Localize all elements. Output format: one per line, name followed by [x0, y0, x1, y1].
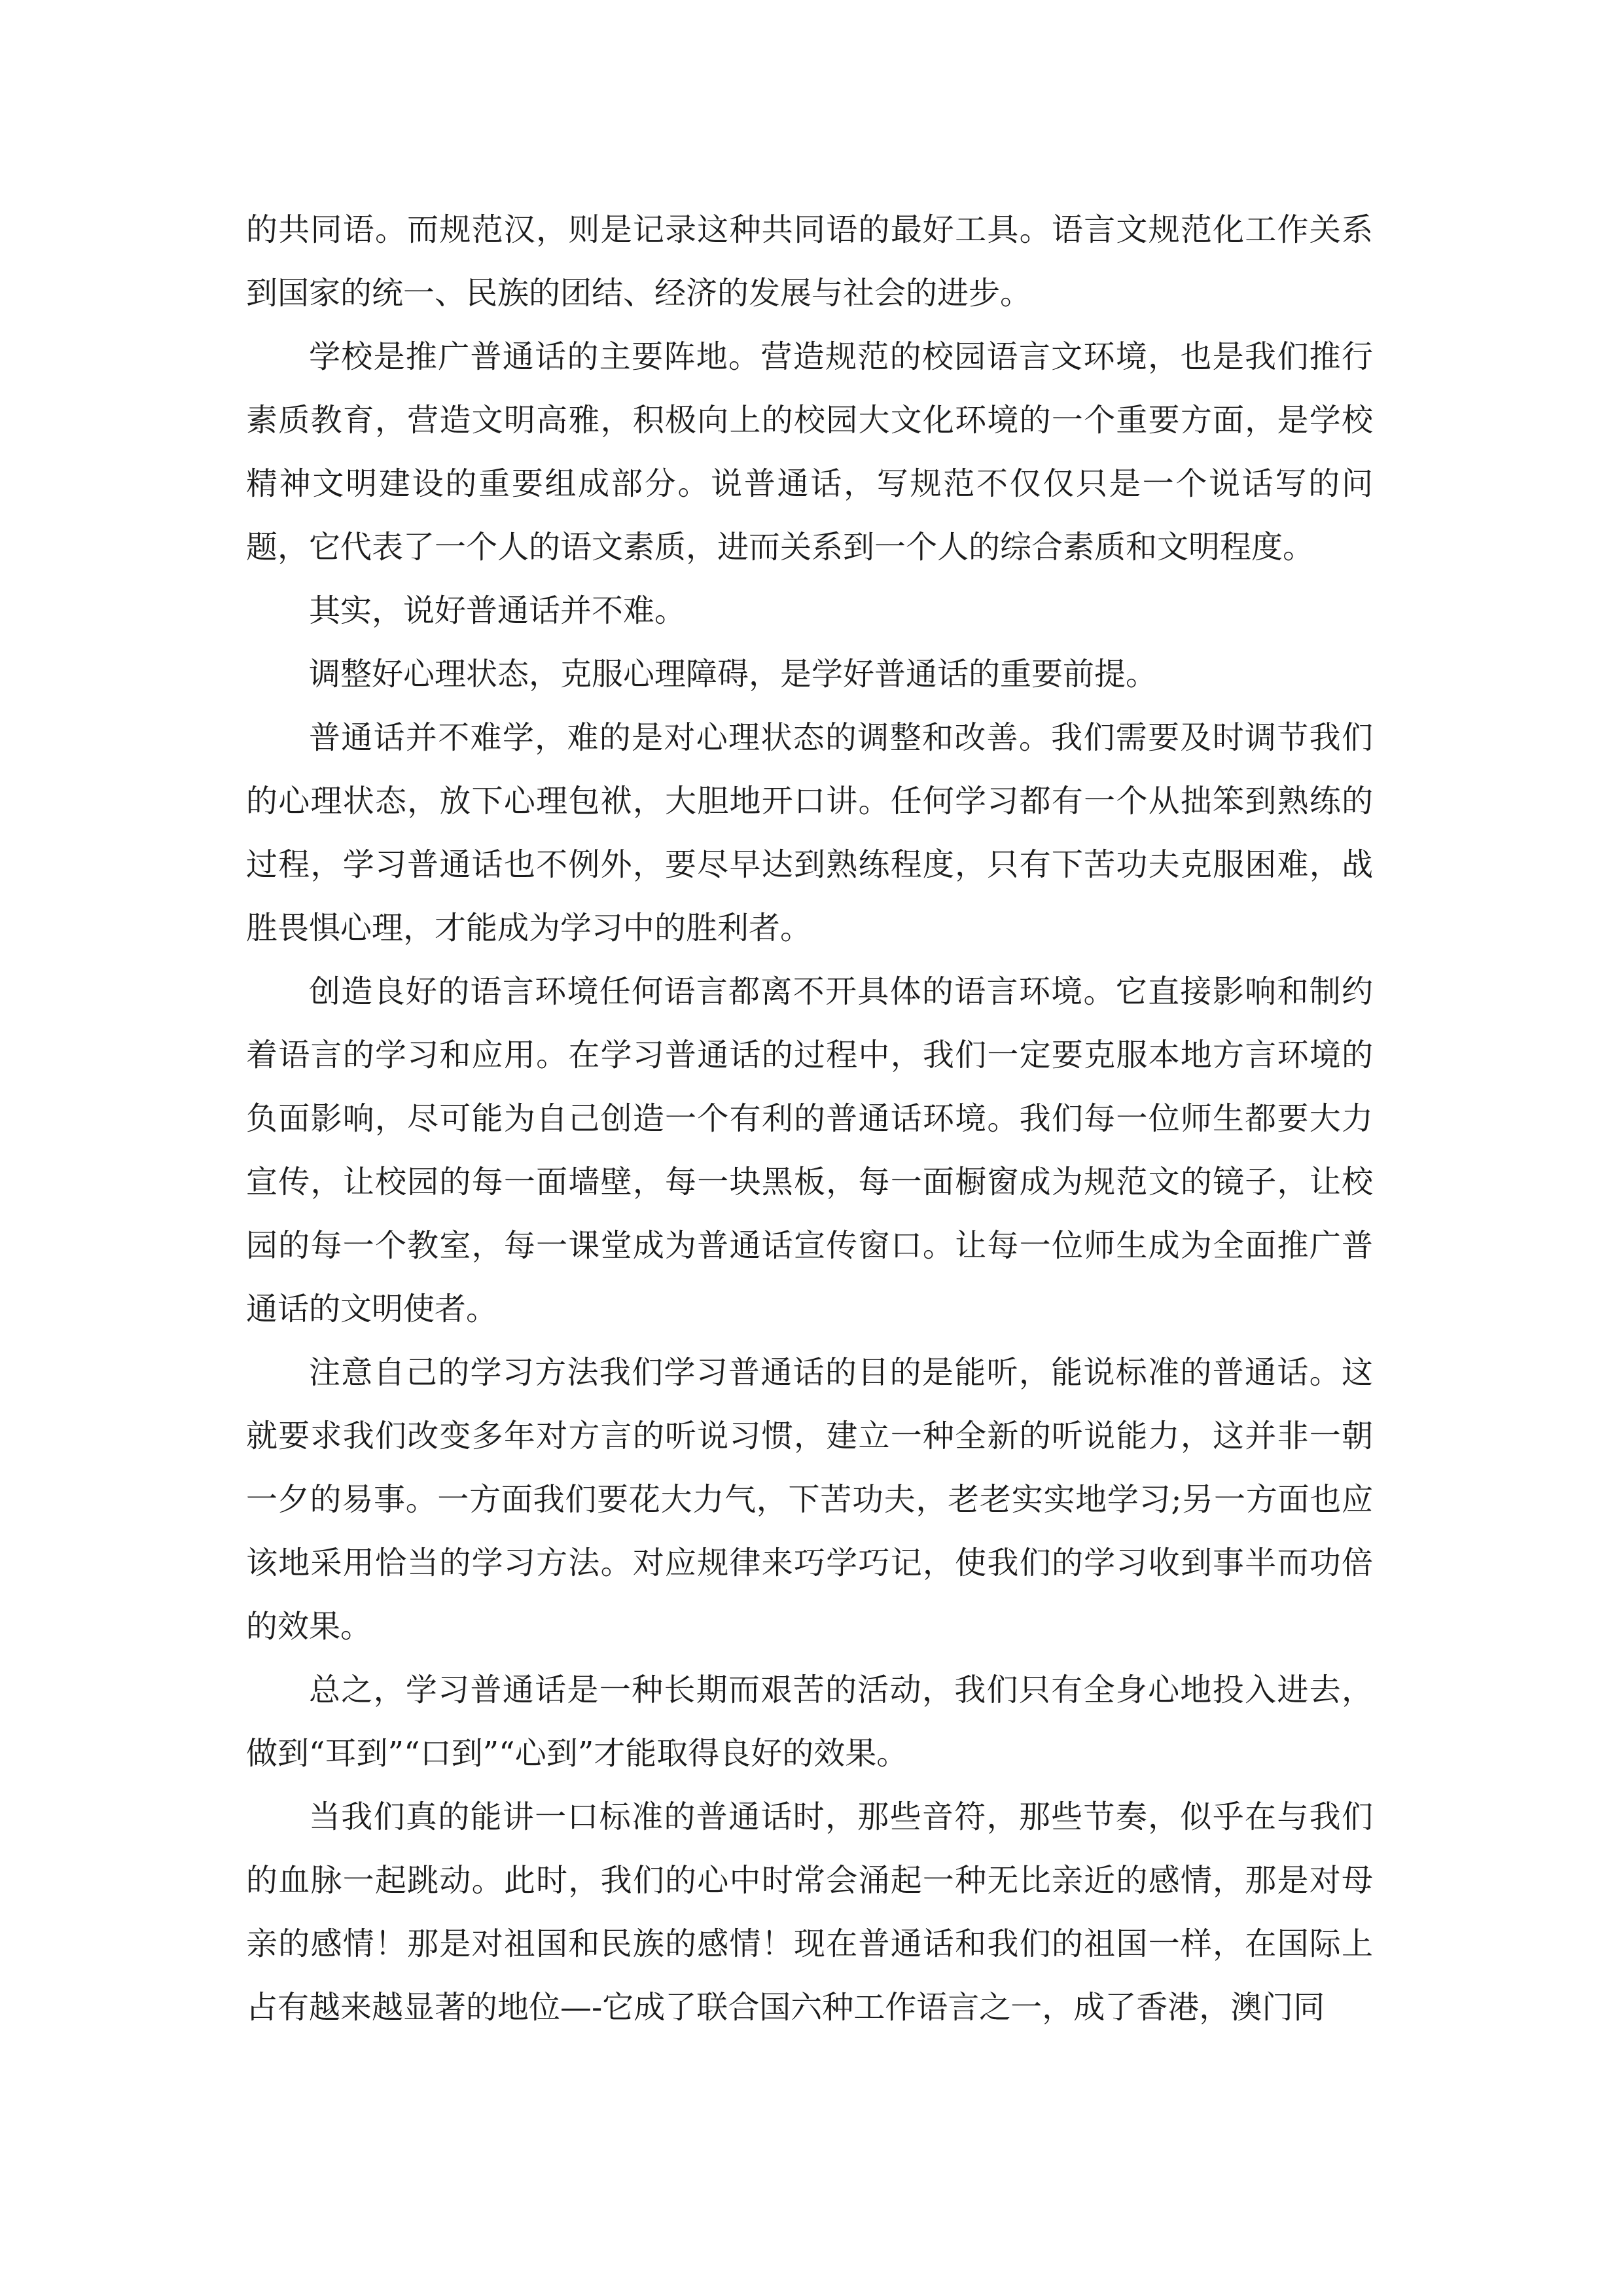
- paragraph-6: 创造良好的语言环境任何语言都离不开具体的语言环境。它直接影响和制约着语言的学习和应用。在学习普通话的过程中，我们一定要克服本地方言环境的负面影响，尽可能为自己创造一个有利的普通话环境。我们每一位师生都要大力宣传，让校园的每一面墙壁，每一块黑板，每一面橱窗成为规范文的镜子，让校园的每一个教室，每一课堂成为普通话宣传窗口。让每一位师生成为全面推广普通话的文明使者。: [246, 973, 1373, 1327]
- paragraph-5: 普通话并不难学，难的是对心理状态的调整和改善。我们需要及时调节我们的心理状态，放下心理包袱，大胆地开口讲。任何学习都有一个从拙笨到熟练的过程，学习普通话也不例外，要尽早达到熟练程度，只有下苦功夫克服困难，战胜畏惧心理，才能成为学习中的胜利者。: [246, 719, 1373, 946]
- paragraph-3: 其实，说好普通话并不难。: [309, 592, 687, 629]
- paragraph-2: 学校是推广普通话的主要阵地。营造规范的校园语言文环境，也是我们推行素质教育，营造文明高雅，积极向上的校园大文化环境的一个重要方面，是学校精神文明建设的重要组成部分。说普通话，写规范不仅仅只是一个说话写的问题，它代表了一个人的语文素质，进而关系到一个人的综合素质和文明程度。: [246, 338, 1373, 565]
- paragraph-9: 当我们真的能讲一口标准的普通话时，那些音符，那些节奏，似乎在与我们的血脉一起跳动。此时，我们的心中时常会涌起一种无比亲近的感情，那是对母亲的感情！那是对祖国和民族的感情！现在普通话和我们的祖国一样，在国际上占有越来越显著的地位—-它成了联合国六种工作语言之一，成了香港，澳门同: [246, 1799, 1373, 2026]
- document-page: [246, 198, 1373, 2039]
- paragraph-8: 总之，学习普通话是一种长期而艰苦的活动，我们只有全身心地投入进去，做到“耳到”“口到”“心到”才能取得良好的效果。: [246, 1672, 1373, 1772]
- paragraph-7: 注意自己的学习方法我们学习普通话的目的是能听，能说标准的普通话。这就要求我们改变多年对方言的听说习惯，建立一种全新的听说能力，这并非一朝一夕的易事。一方面我们要花大力气，下苦功夫，老老实实地学习;另一方面也应该地采用恰当的学习方法。对应规律来巧学巧记，使我们的学习收到事半而功倍的效果。: [246, 1354, 1373, 1645]
- paragraph-4: 调整好心理状态，克服心理障碍，是学好普通话的重要前提。: [309, 656, 1158, 692]
- paragraph-1: 的共同语。而规范汉，则是记录这种共同语的最好工具。语言文规范化工作关系到国家的统一、民族的团结、经济的发展与社会的进步。: [246, 211, 1373, 312]
